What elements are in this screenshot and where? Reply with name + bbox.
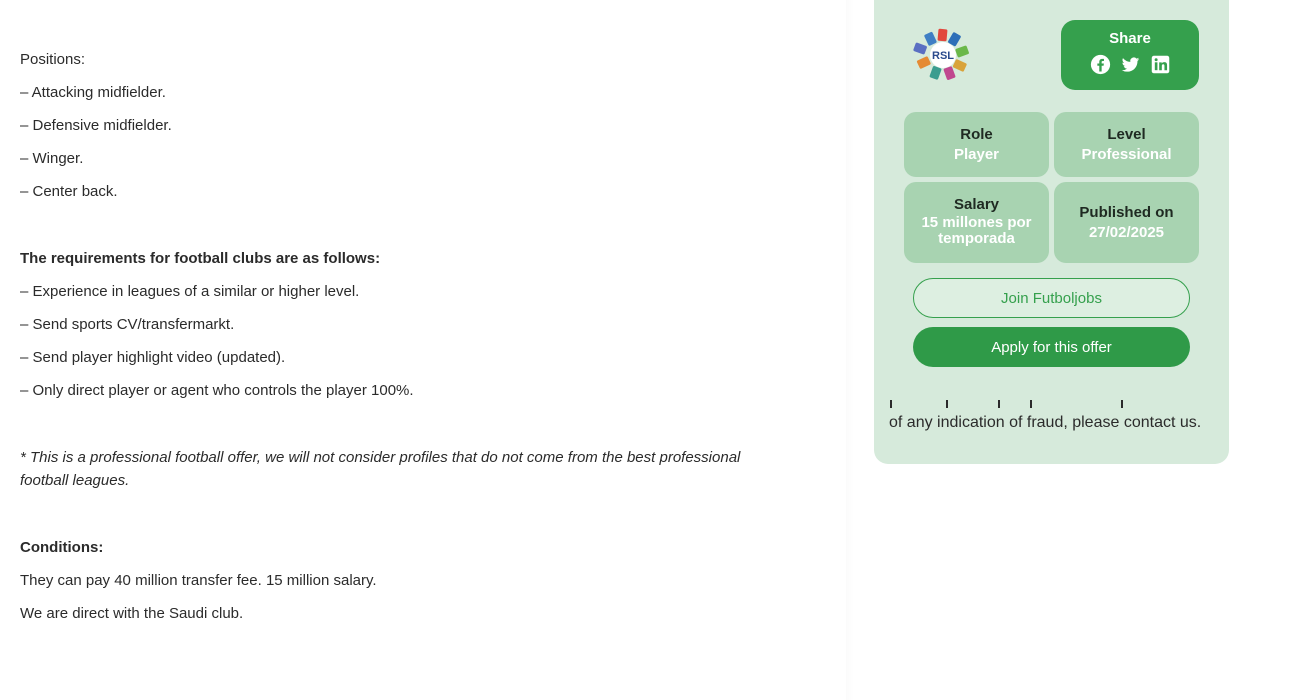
requirement-item: – Send sports CV/transfermarkt. (20, 316, 235, 333)
requirements-title: The requirements for football clubs are as follows: (20, 250, 381, 267)
condition-item: We are direct with the Saudi club. (20, 605, 244, 622)
share-label: Share (1109, 30, 1151, 47)
published-label: Published on (1079, 204, 1174, 221)
join-futboljobs-button[interactable]: Join Futboljobs (913, 278, 1190, 318)
salary-label: Salary (953, 196, 1000, 213)
position-item: – Center back. (20, 183, 118, 200)
salary-tile (904, 182, 1049, 263)
requirement-item: – Experience in leagues of a similar or higher level. (20, 283, 360, 300)
level-tile (1054, 112, 1199, 177)
published-tile (1054, 182, 1199, 263)
club-logo-text: RSL (932, 50, 954, 62)
condition-item: They can pay 40 million transfer fee. 15 million salary. (20, 572, 377, 589)
conditions-title: Conditions: (20, 539, 104, 556)
apply-offer-button[interactable]: Apply for this offer (913, 327, 1190, 367)
column-divider (846, 0, 854, 700)
twitter-icon[interactable] (1120, 54, 1141, 75)
share-box (1061, 20, 1199, 90)
fraud-notice: of any indication of fraud, please contact us. (889, 414, 1202, 431)
position-item: – Winger. (20, 150, 84, 167)
professional-note: * This is a professional football offer, we will not consider profiles that do not come from the best professional football leagues. (20, 449, 741, 489)
fraud-notice-cut-line (889, 398, 1129, 410)
position-item: – Defensive midfielder. (20, 117, 172, 134)
published-value: 27/02/2025 (1088, 224, 1165, 241)
club-logo (912, 27, 974, 83)
level-label: Level (1107, 126, 1146, 143)
partial-heading-cut (20, 0, 25, 7)
level-value: Professional (1081, 146, 1172, 163)
positions-title: Positions: (20, 51, 86, 68)
role-value: Player (953, 146, 1000, 163)
salary-value: 15 millones por temporada (921, 214, 1032, 247)
requirement-item: – Only direct player or agent who controls the player 100%. (20, 382, 414, 399)
position-item: – Attacking midfielder. (20, 84, 166, 101)
role-tile (904, 112, 1049, 177)
role-label: Role (960, 126, 993, 143)
linkedin-icon[interactable] (1150, 54, 1171, 75)
facebook-icon[interactable] (1090, 54, 1111, 75)
requirement-item: – Send player highlight video (updated). (20, 349, 286, 366)
